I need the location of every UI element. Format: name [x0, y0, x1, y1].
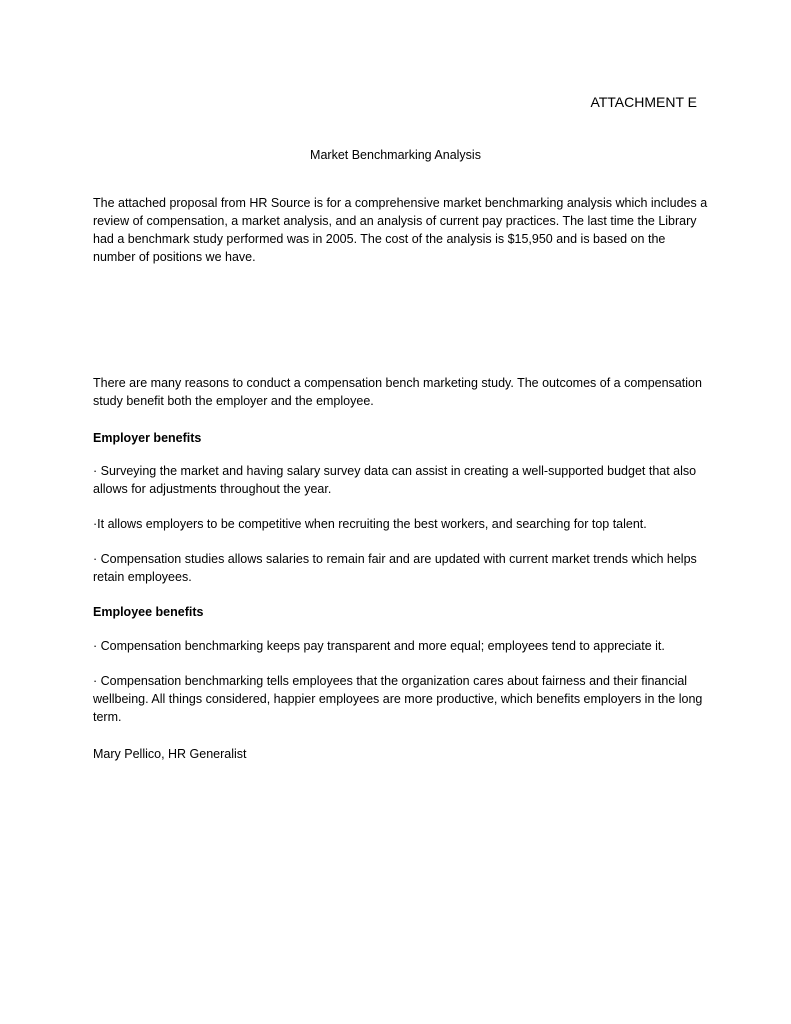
employee-benefit-item: · Compensation benchmarking keeps pay transparent and more equal; employees tend to appreciate it.: [93, 639, 665, 653]
employee-benefit-item: · Compensation benchmarking tells employees that the organization cares about fairness and their financial wellbeing. All things considered, happier employees are more productive, which benefits employers in the long term.: [93, 674, 703, 724]
reasons-paragraph: There are many reasons to conduct a compensation bench marketing study. The outcomes of a compensation study benefit both the employer and the employee.: [93, 376, 702, 408]
employer-benefits-heading: Employer benefits: [93, 431, 202, 445]
attachment-label: ATTACHMENT E: [590, 94, 697, 110]
employer-benefit-item: · Surveying the market and having salary survey data can assist in creating a well-supported budget that also allows for adjustments throughout the year.: [93, 464, 697, 496]
employer-benefit-item: · Compensation studies allows salaries to remain fair and are updated with current market trends which helps retain employees.: [93, 552, 697, 584]
document-title: Market Benchmarking Analysis: [310, 148, 481, 162]
signature: Mary Pellico, HR Generalist: [93, 747, 247, 761]
intro-paragraph: The attached proposal from HR Source is for a comprehensive market benchmarking analysis which includes a review of compensation, a market analysis, and an analysis of current pay practices. The last time the Library had a benchmark study performed was in 2005. The cost of the analysis is $15,950 and is based on the number of positions we have.: [93, 196, 708, 264]
employee-benefits-heading: Employee benefits: [93, 605, 204, 619]
employer-benefit-item: ·It allows employers to be competitive when recruiting the best workers, and searching for top talent.: [93, 517, 647, 531]
